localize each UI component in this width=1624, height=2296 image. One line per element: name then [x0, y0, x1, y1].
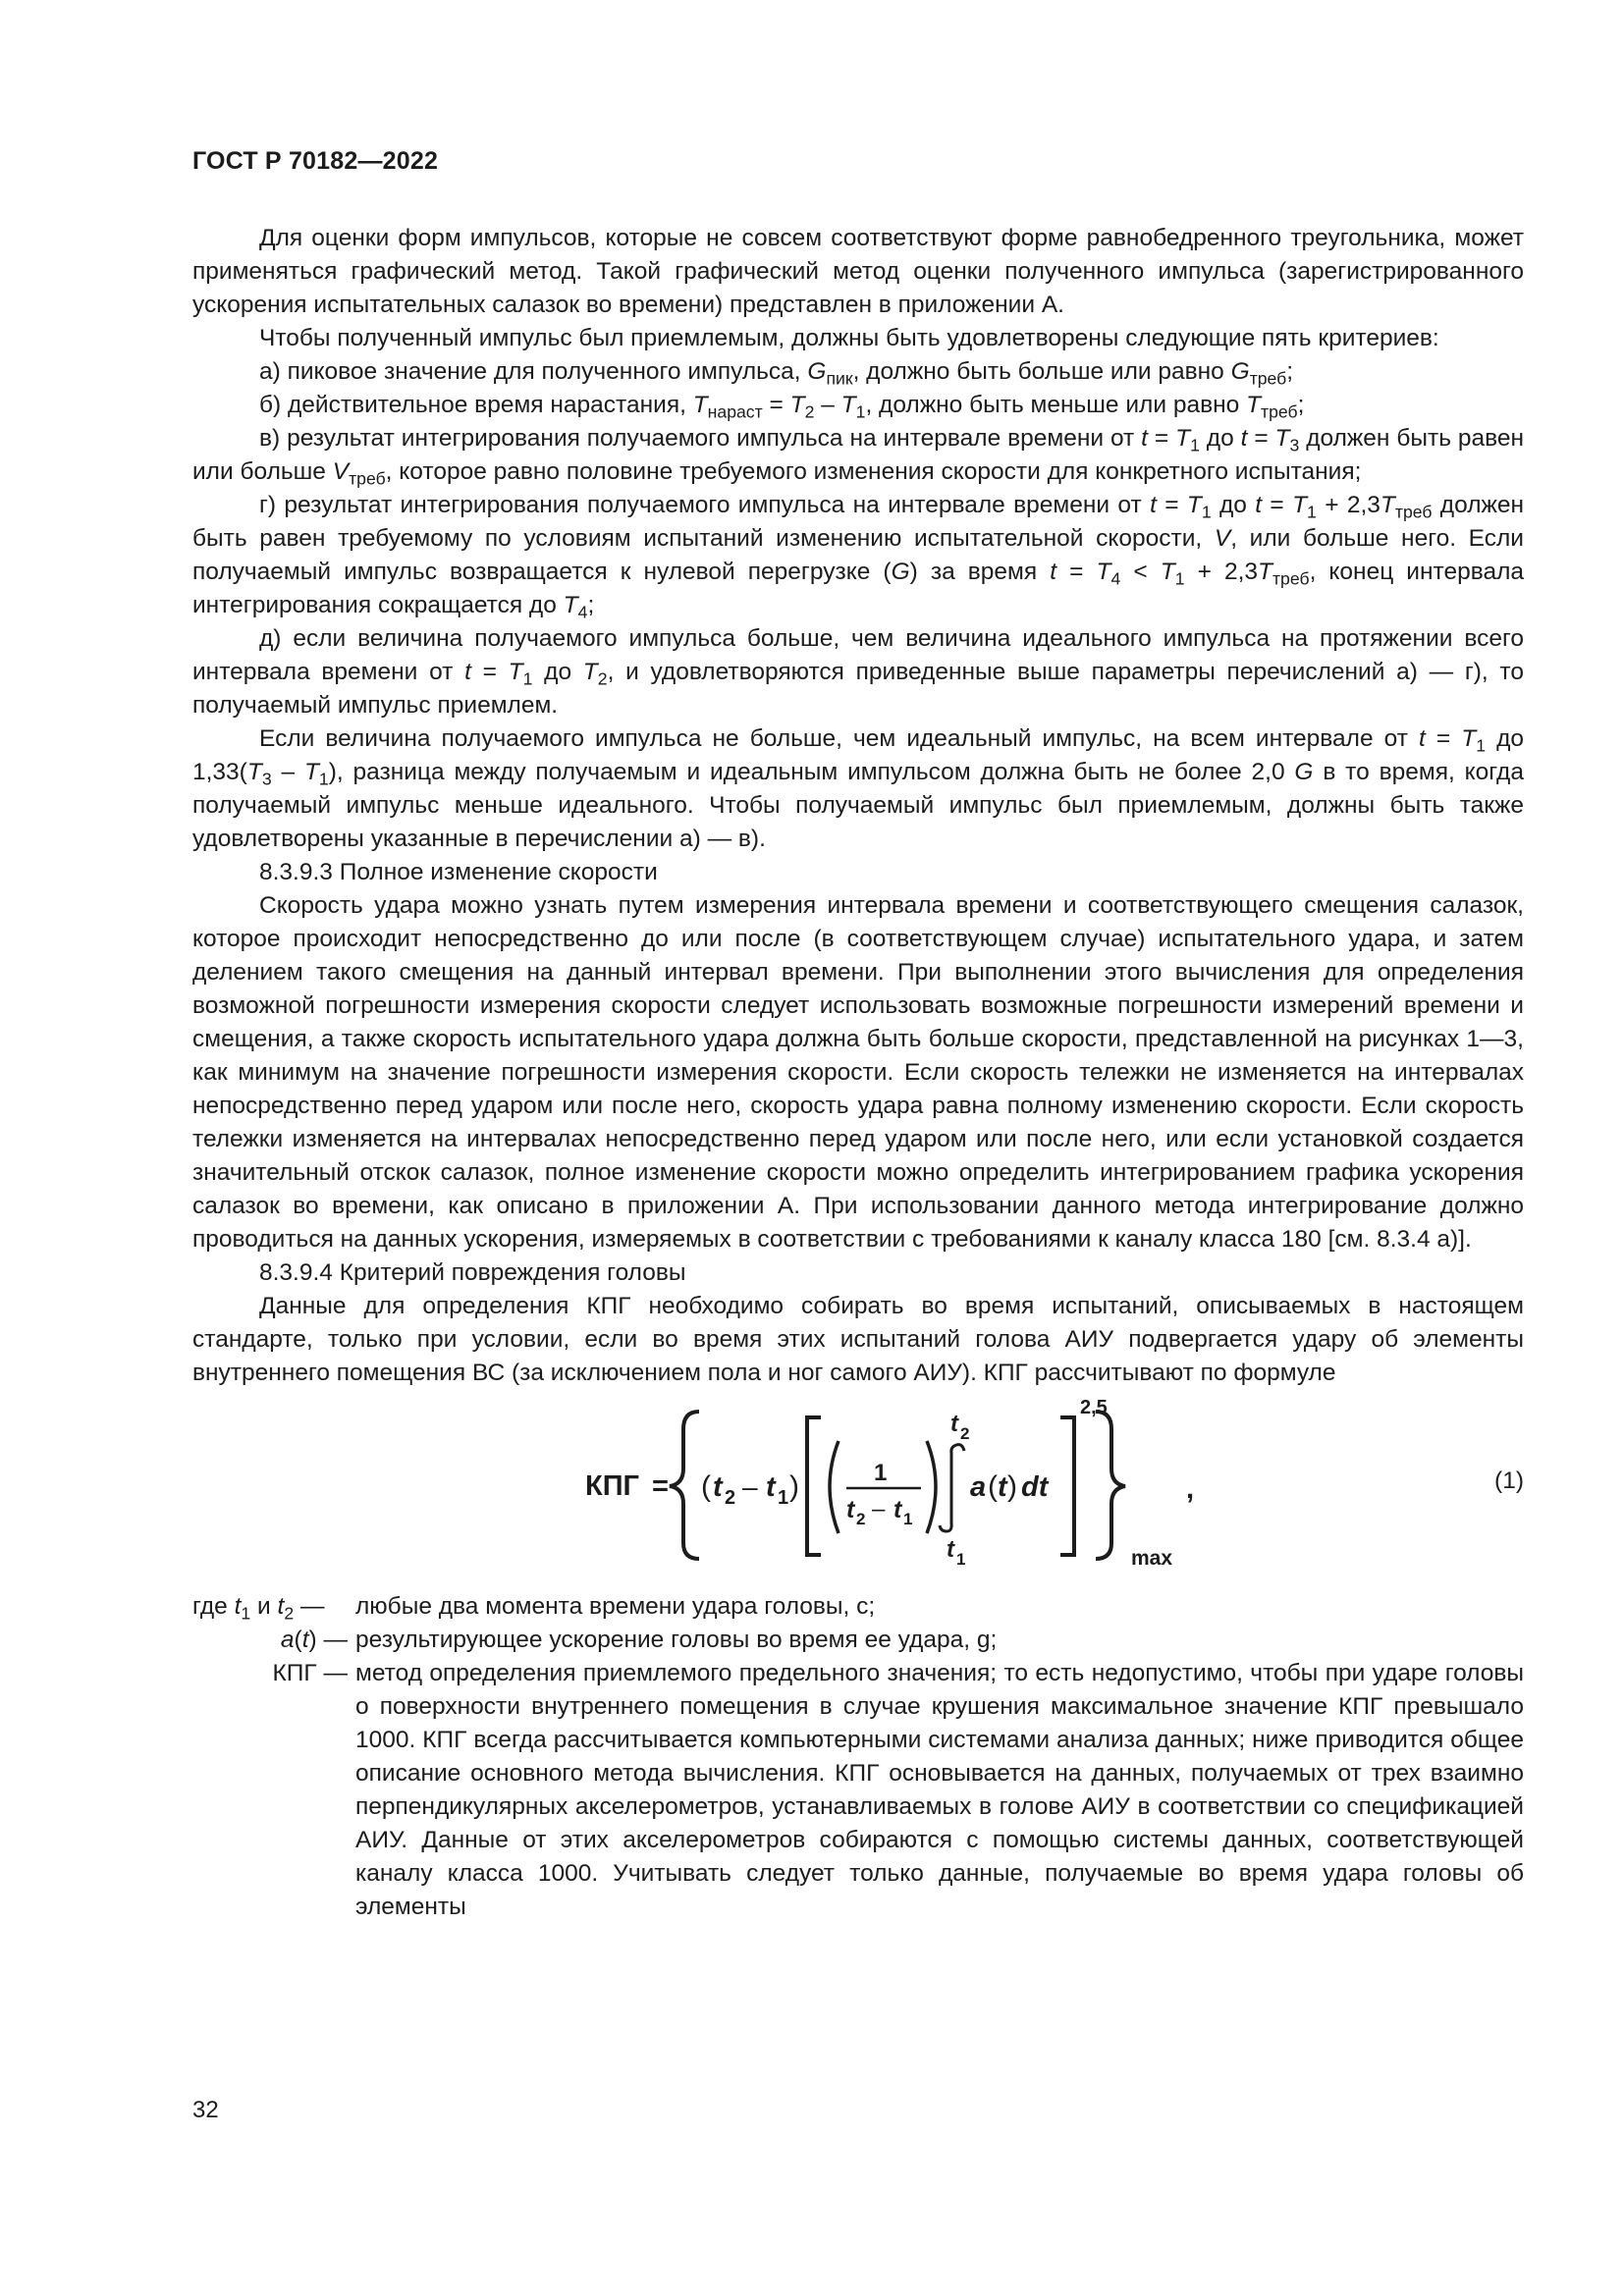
- formula-hic: [192, 1390, 1524, 1575]
- section-heading-8393: 8.3.9.3 Полное изменение скорости: [259, 859, 658, 885]
- formula-number: (1): [1494, 1468, 1524, 1494]
- definition-a-t: [192, 1624, 1524, 1657]
- definition-text: метод определения приемлемого предельного значения; то есть недопустимо, чтобы при ударе головы о поверхности внутреннего помещения в случае крушения максимальное значение КПГ превышало 1000. КПГ всегда рассчитывается компьютерными системами анализа данных; ниже приводится общее описание основного метода вычисления. КПГ основывается на данных, получаемых от трех взаимно перпендикулярных акселерометров, устанавливаемых в голове АИУ в соответствии со спецификацией АИУ. Данные от этих акселерометров собираются с помощью системы данных, соответствующей каналу класса 1000. Учитывать следует только данные, получаемые во время удара головы об элементы: [355, 1660, 1524, 1920]
- definition-kpg: [192, 1657, 1524, 1924]
- formula-paren-open: (: [701, 1470, 711, 1503]
- section-heading-8394: 8.3.9.4 Критерий повреждения головы: [259, 1259, 686, 1286]
- formula-sub2-outer: 2: [725, 1487, 736, 1509]
- formula-t2-outer: t: [713, 1471, 723, 1503]
- paragraph: Если величина получаемого импульса не больше, чем идеальный импульс, на всем интервале от $t = T_1$ до $1,33(T_3 - T_1)$, разница между получаемым и идеальным импульсом должна быть не более 2,0 G в то время, когда получаемый импульс меньше идеального. Чтобы получаемый импульс был приемлемым, должны быть также удовлетворены указанные в перечислении а) — в).: [192, 725, 1525, 852]
- formula-comma: ,: [1186, 1473, 1195, 1505]
- formula-minus-outer: –: [742, 1471, 758, 1502]
- paragraph: Для оценки форм импульсов, которые не совсем соответствуют форме равнобедренного треугольника, может применяться графический метод. Такой графический метод оценки полученного импульса (зарегистрированного ускорения испытательных салазок во времени) представлен в приложении А.: [192, 225, 1524, 318]
- formula-numerator: 1: [874, 1460, 888, 1486]
- formula-t2-den: t: [846, 1496, 855, 1523]
- right-big-paren: [927, 1441, 936, 1533]
- left-big-paren: [830, 1441, 839, 1533]
- formula-sub1-den: 1: [903, 1510, 913, 1528]
- formula-paren-close-2: ): [1007, 1470, 1017, 1503]
- definition-text: любые два момента времени удара головы, с;: [355, 1593, 876, 1620]
- integral-lower-t1: t: [947, 1536, 954, 1563]
- formula-t-inner: t: [998, 1471, 1007, 1503]
- formula-lhs: КПГ: [585, 1470, 639, 1502]
- criterion-d: д) если величина получаемого импульса больше, чем величина идеального импульса на протяжении всего интервала времени от $t = T_1$ до $T_2$, и удовлетворяются приведенные выше параметры перечислений а) — г), то получаемый импульс приемлем.: [192, 625, 1525, 719]
- formula-minus-den: –: [872, 1496, 886, 1522]
- integral-lower-sub1: 1: [956, 1550, 966, 1569]
- definition-text: результирующее ускорение головы во время ее удара, g;: [355, 1627, 998, 1653]
- paragraph: Скорость удара можно узнать путем измерения интервала времени и соответствующего смещения салазок, которое происходит непосредственно до или после (в соответствующем случае) испытательного удара, и затем делением такого смещения на данный интервал времени. При выполнении этого вычисления для определения возможной погрешности измерения скорости следует использовать возможные погрешности измерений времени и смещения, а также скорость испытательного удара должна быть больше скорости, представленной на рисунках 1—3, как минимум на значение погрешности измерения скорости. Если скорость тележки не изменяется на интервалах непосредственно перед ударом или после него, скорость удара равна полному изменению скорости. Если скорость тележки изменяется на интервалах непосредственно перед ударом или после него, или если установкой создается значительный отскок салазок, полное изменение скорости можно определить интегрированием графика ускорения салазок во времени, как описано в приложении А. При использовании данного метода интегрирование должно проводиться на данных ускорения, измеряемых в соответствии с требованиями к каналу класса 180 [см. 8.3.4 а)].: [192, 892, 1524, 1253]
- formula-sub2-den: 2: [856, 1510, 866, 1528]
- formula-t1-outer: t: [766, 1471, 776, 1503]
- document-body: [192, 222, 1524, 1924]
- integral-upper-t2: t: [950, 1411, 958, 1437]
- page-header-standard-code: ГОСТ Р 70182—2022: [192, 147, 439, 175]
- formula-paren-open-2: (: [988, 1470, 998, 1503]
- paragraph: Чтобы полученный импульс был приемлемым, должны быть удовлетворены следующие пять критериев:: [259, 325, 1439, 351]
- definitions-list: [192, 1590, 1524, 1924]
- formula-t1-den: t: [893, 1496, 902, 1523]
- right-curly-brace: [1096, 1412, 1125, 1559]
- definition-term: КПГ —: [272, 1660, 348, 1686]
- formula-a: a: [970, 1471, 987, 1503]
- criterion-g: г) результат интегрирования получаемого импульса на интервале времени от $t = T_1$ до $t = T_1 + 2,3T_{треб}$ должен быть равен требуемому по условиям испытаний изменению испытательной скорости, V, или больше него. Если получаемый импульс возвращается к нулевой перегрузке (G) за время $t = T_4 < T_1 + 2,3T_{треб}$, конец интервала интегрирования сокращается до $T_4$;: [192, 492, 1525, 622]
- page-number: 32: [192, 2097, 219, 2123]
- right-square-bracket: [1060, 1417, 1074, 1555]
- formula-dt: dt: [1021, 1471, 1049, 1503]
- paragraph: Данные для определения КПГ необходимо собирать во время испытаний, описываемых в настоящем стандарте, только при условии, если во время этих испытаний голова АИУ подвергается удару об элементы внутреннего помещения ВС (за исключением пола и ног самого АИУ). КПГ рассчитывают по формуле: [192, 1293, 1524, 1386]
- formula-graphic: [585, 1390, 1292, 1575]
- formula-equals: =: [652, 1470, 669, 1502]
- criterion-a: а) пиковое значение для полученного импульса, $G_{пик}$, должно быть больше или равно $G_{треб}$;: [259, 358, 1294, 389]
- formula-exponent: 2,5: [1080, 1397, 1108, 1418]
- criterion-b: б) действительное время нарастания, $T_{нараст} = T_2 - T_1$, должно быть меньше или равно $T_{треб}$;: [259, 392, 1305, 422]
- criterion-v: в) результат интегрирования получаемого импульса на интервале времени от $t = T_1$ до $t = T_3$ должен быть равен или больше $V_{треб}$, которое равно половине требуемого изменения скорости для конкретного испытания;: [192, 425, 1525, 489]
- left-square-bracket: [807, 1417, 821, 1555]
- formula-max: max: [1131, 1547, 1173, 1570]
- integral-sign: [940, 1445, 964, 1531]
- formula-sub1-outer: 1: [778, 1487, 789, 1509]
- definition-t1-t2: [192, 1590, 1524, 1624]
- definition-term: где $t_1$ и $t_2$ —: [192, 1593, 325, 1624]
- left-curly-brace: [670, 1412, 699, 1559]
- formula-paren-close: ): [789, 1470, 799, 1503]
- integral-upper-sub2: 2: [960, 1424, 970, 1443]
- definition-term: a(t) —: [280, 1627, 348, 1653]
